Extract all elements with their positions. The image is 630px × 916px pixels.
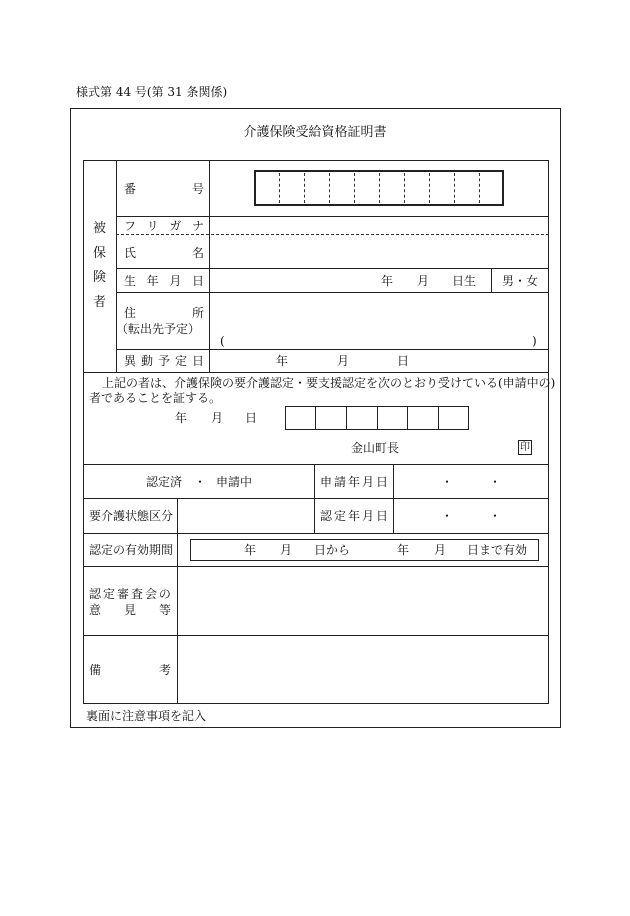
seal-stamp: 印	[520, 442, 530, 453]
label-char: 等	[158, 603, 171, 617]
line	[83, 566, 549, 567]
label-char: 所	[191, 306, 204, 320]
label-char: 月	[361, 509, 374, 523]
label-char: 生	[124, 274, 137, 288]
side-char: 険	[92, 270, 106, 286]
line	[83, 498, 549, 499]
label-char: 査	[130, 587, 143, 601]
label-char: 予	[157, 354, 170, 368]
line	[377, 406, 378, 430]
line	[177, 498, 178, 704]
label-char: 日	[375, 475, 388, 489]
validity-to-month: 月	[434, 543, 447, 557]
care-level-label: 要介護状態区分	[89, 509, 174, 523]
line	[83, 464, 549, 465]
address-note: （転出先予定）	[116, 322, 201, 336]
remarks-label	[89, 663, 171, 677]
insured-side-label	[83, 222, 116, 310]
dashed-line	[116, 234, 549, 235]
digit-separator	[304, 173, 305, 203]
dot: ・	[441, 509, 454, 523]
label-char: 備	[89, 663, 102, 677]
board-opinion-label-line1	[89, 587, 171, 601]
validity-from-year: 年	[244, 543, 257, 557]
validity-label: 認定の有効期間	[89, 543, 174, 557]
line	[315, 406, 316, 430]
line	[314, 464, 315, 533]
form-title: 介護保険受給資格証明書	[243, 125, 387, 140]
line	[438, 406, 439, 430]
sex-options: 男・女	[501, 274, 538, 288]
birth-year-unit: 年	[381, 274, 394, 288]
change-month-unit: 月	[337, 354, 350, 368]
cert-month-unit: 月	[211, 411, 224, 425]
line	[116, 216, 549, 217]
furigana-label	[124, 219, 204, 233]
label-char: の	[158, 587, 171, 601]
validity-from-day: 日から	[314, 543, 351, 557]
digit-separator	[379, 173, 380, 203]
label-char: 考	[158, 663, 171, 677]
label-char: 月	[169, 274, 182, 288]
change-day-unit: 日	[397, 354, 410, 368]
label-char: 申	[320, 475, 333, 489]
label-char: 認	[320, 509, 333, 523]
label-char: 号	[191, 182, 204, 196]
name-label	[124, 246, 204, 260]
cert-day-unit: 日	[245, 411, 258, 425]
change-date-label	[124, 354, 204, 368]
birth-day-unit: 日生	[452, 274, 477, 288]
label-char: 認	[89, 587, 102, 601]
label-char: 請	[333, 475, 346, 489]
label-char: 定	[333, 509, 346, 523]
label-char: 会	[144, 587, 157, 601]
birth-month-unit: 月	[417, 274, 430, 288]
label-char: 年	[347, 509, 360, 523]
status-certified: 認定済	[146, 475, 183, 489]
label-char: 見	[123, 603, 136, 617]
label-char: 日	[191, 354, 204, 368]
label-char: 月	[361, 475, 374, 489]
label-char: 定	[174, 354, 187, 368]
board-opinion-label-line2	[89, 603, 171, 617]
label-char: フ	[124, 219, 137, 233]
line	[116, 160, 117, 372]
dot: ・	[489, 509, 502, 523]
footer-note: 裏面に注意事項を記入	[86, 709, 207, 723]
change-year-unit: 年	[276, 354, 289, 368]
line	[116, 292, 549, 293]
dot: ・	[489, 475, 502, 489]
label-char: ナ	[191, 219, 204, 233]
side-char: 保	[92, 245, 106, 261]
label-char: 日	[375, 509, 388, 523]
validity-to-year: 年	[397, 543, 410, 557]
line	[83, 635, 549, 636]
validity-from-month: 月	[280, 543, 293, 557]
line	[116, 268, 549, 269]
statement-line2: 者であることを証する。	[89, 391, 222, 405]
label-char: 日	[191, 274, 204, 288]
label-char: 異	[124, 354, 137, 368]
digit-separator	[404, 173, 405, 203]
label-char: 定	[102, 587, 115, 601]
digit-separator	[479, 173, 480, 203]
line	[116, 349, 549, 350]
address-label	[124, 306, 204, 320]
label-char: リ	[146, 219, 159, 233]
label-char: 動	[140, 354, 153, 368]
digit-separator	[429, 173, 430, 203]
form-number: 様式第 44 号(第 31 条関係)	[76, 85, 228, 99]
side-char: 被	[92, 221, 106, 236]
label-char: 名	[191, 246, 204, 260]
line	[83, 533, 549, 534]
dot: ・	[441, 475, 454, 489]
line	[83, 372, 549, 373]
label-char: 氏	[124, 246, 137, 260]
form-table	[83, 160, 549, 704]
digit-separator	[354, 173, 355, 203]
status-pending: 申請中	[216, 475, 253, 489]
paren-open: (	[220, 334, 225, 348]
label-char: 年	[146, 274, 159, 288]
line	[393, 464, 394, 533]
digit-separator	[454, 173, 455, 203]
issuer: 金山町長	[351, 441, 400, 455]
line	[346, 406, 347, 430]
statement-line1: 上記の者は、介護保険の要介護認定・要支援認定を次のとおり受けている(申請中の)	[102, 376, 556, 390]
side-char: 者	[92, 294, 106, 310]
label-char: ガ	[169, 219, 182, 233]
line	[209, 160, 210, 372]
paren-close: )	[532, 334, 537, 348]
application-date-label	[320, 475, 388, 489]
label-char: 年	[347, 475, 360, 489]
label-char: 審	[116, 587, 129, 601]
status-separator: ・	[194, 475, 207, 489]
label-char: 住	[124, 306, 137, 320]
digit-separator	[279, 173, 280, 203]
certified-date-label	[320, 509, 388, 523]
birthdate-label	[124, 274, 204, 288]
label-char: 意	[89, 603, 102, 617]
insured-number-label	[124, 182, 204, 196]
digit-separator	[329, 173, 330, 203]
line	[407, 406, 408, 430]
label-char: 番	[124, 182, 137, 196]
validity-to-day: 日まで有効	[467, 543, 528, 557]
cert-year-unit: 年	[175, 411, 188, 425]
